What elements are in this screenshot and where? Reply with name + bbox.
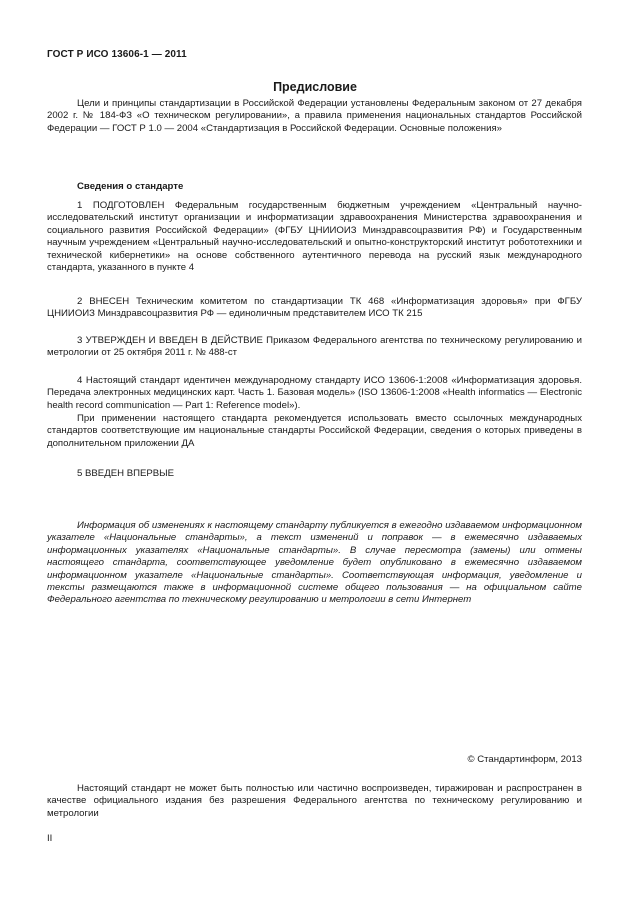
item-4-note: При применении настоящего стандарта рекомендуется использовать вместо ссылочных международных стандартов соответствующие им национальные стандарты Российской Федерации, сведения о которых приведены в дополнительном приложении ДА — [47, 413, 582, 449]
preface-intro: Цели и принципы стандартизации в Российской Федерации установлены Федеральным законом от 27 декабря 2002 г. № 184-ФЗ «О техническом регулировании», а правила применения национальных стандартов Российской Федерации — ГОСТ Р 1.0 — 2004 «Стандартизация в Российской Федерации. Основные положения» — [47, 98, 582, 134]
preface-title: Предисловие — [273, 80, 357, 94]
rights-notice: Настоящий стандарт не может быть полностью или частично воспроизведен, тиражирован и распространен в качестве официального издания без разрешения Федерального агентства по техническому регулированию и метрологии — [47, 783, 582, 819]
document-code-header: ГОСТ Р ИСО 13606-1 — 2011 — [47, 49, 187, 60]
item-1-prepared: 1 ПОДГОТОВЛЕН Федеральным государственным бюджетным учреждением «Центральный научно-исследовательский институт организации и информатизации здравоохранения Министерства здравоохранения и социального развития Российской Федерации» (ФГБУ ЦНИИОИЗ Минздравсоцразвития РФ) и Государственным научным учреждением «Центральный научно-исследовательский и опытно-конструкторский институт робототехники и технической кибернетики» на основе собственного аутентичного перевода на русский язык международного стандарта, указанного в пункте 4 — [47, 200, 582, 274]
page-number: II — [47, 833, 53, 844]
section-title: Сведения о стандарте — [77, 181, 184, 192]
amendments-notice: Информация об изменениях к настоящему стандарту публикуется в ежегодно издаваемом информационном указателе «Национальные стандарты», а текст изменений и поправок — в ежемесячно издаваемых информационных указателях «Национальные стандарты». В случае пересмотра (замены) или отмены настоящего стандарта, соответствующее уведомление будет опубликовано в ежемесячно издаваемом информационном указателе «Национальные стандарты». Соответствующая информация, уведомление и тексты размещаются также в информационной системе общего пользования — на официальном сайте Федерального агентства по техническому регулированию и метрологии в сети Интернет — [47, 520, 582, 606]
copyright: © Стандартинформ, 2013 — [467, 754, 582, 765]
item-3-approved: 3 УТВЕРЖДЕН И ВВЕДЕН В ДЕЙСТВИЕ Приказом Федерального агентства по техническому регулированию и метрологии от 25 октября 2011 г. № 488-ст — [47, 335, 582, 359]
item-5-first-introduced: 5 ВВЕДЕН ВПЕРВЫЕ — [77, 468, 175, 479]
item-2-introduced: 2 ВНЕСЕН Техническим комитетом по стандартизации ТК 468 «Информатизация здоровья» при ФГБУ ЦНИИОИЗ Минздравсоцразвития РФ — единоличным представителем ИСО ТК 215 — [47, 296, 582, 320]
item-4-identical: 4 Настоящий стандарт идентичен международному стандарту ИСО 13606-1:2008 «Информатизация здоровья. Передача электронных медицинских карт. Часть 1. Базовая модель» (ISO 13606-1:2008 «Health informatics — Electronic health record communication — Part 1: Reference model»). — [47, 375, 582, 411]
